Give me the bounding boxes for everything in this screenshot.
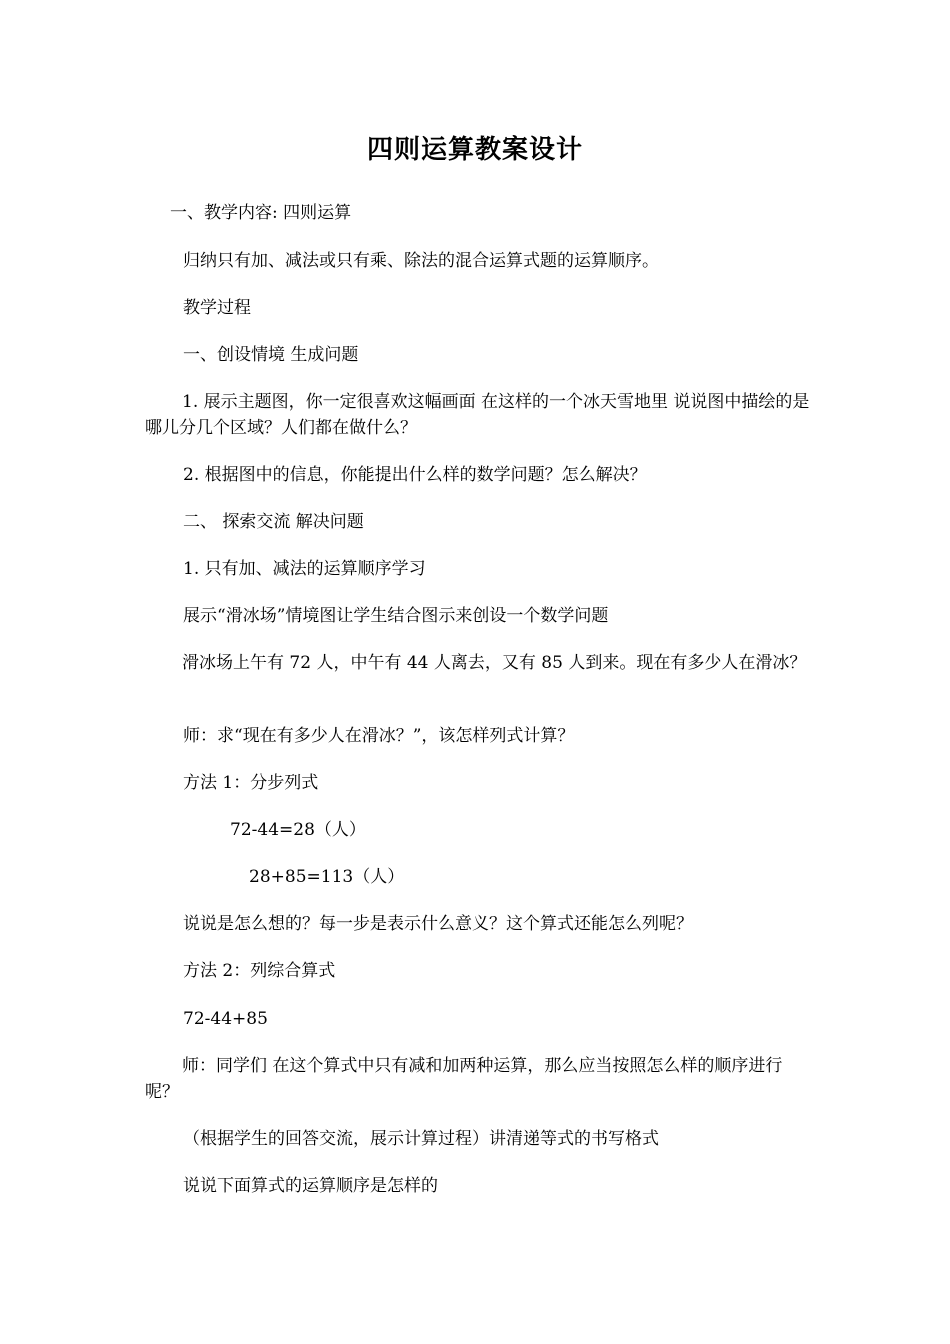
heading-method-1: 方法 1：分步列式: [183, 773, 319, 793]
paragraph-summary: 归纳只有加、减法或只有乘、除法的混合运算式题的运算顺序。: [183, 251, 659, 271]
equation-step-2: 28+85=113（人）: [249, 867, 405, 887]
heading-method-2: 方法 2：列综合算式: [183, 961, 336, 981]
paragraph-item-1-show-image: 1. 展示主题图，你一定很喜欢这幅画面 在这样的一个冰天雪地里 说说图中描绘的是哪儿分几个区域？人们都在做什么？: [145, 392, 810, 438]
equation-step-1: 72-44=28（人）: [230, 820, 366, 840]
paragraph-order-prompt: 说说下面算式的运算顺序是怎样的: [183, 1176, 438, 1196]
paragraph-teacher-question: 师：求“现在有多少人在滑冰？”，该怎样列式计算？: [183, 726, 575, 746]
paragraph-explain-meaning: 说说是怎么想的？每一步是表示什么意义？这个算式还能怎么列呢？: [183, 914, 693, 934]
paragraph-item-2-ask-question: 2. 根据图中的信息，你能提出什么样的数学问题？怎么解决？: [183, 465, 647, 485]
document-title: 四则运算教案设计: [366, 135, 583, 165]
paragraph-recursive-format: （根据学生的回答交流，展示计算过程）讲清递等式的书写格式: [183, 1129, 659, 1149]
heading-create-situation: 一、创设情境 生成问题: [183, 345, 359, 365]
section-teaching-content: 一、教学内容: 四则运算: [170, 203, 352, 223]
paragraph-skating-rink-scene: 展示“滑冰场”情境图让学生结合图示来创设一个数学问题: [183, 606, 609, 626]
equation-combined: 72-44+85: [183, 1009, 268, 1029]
heading-explore-exchange: 二、 探索交流 解决问题: [183, 512, 364, 532]
heading-teaching-process: 教学过程: [183, 298, 251, 318]
paragraph-teacher-order-question: 师：同学们 在这个算式中只有减和加两种运算，那么应当按照怎么样的顺序进行呢？: [145, 1056, 783, 1102]
paragraph-word-problem: 滑冰场上午有 72 人，中午有 44 人离去，又有 85 人到来。现在有多少人在滑冰？: [182, 653, 807, 673]
paragraph-add-subtract-order: 1. 只有加、减法的运算顺序学习: [183, 559, 426, 579]
